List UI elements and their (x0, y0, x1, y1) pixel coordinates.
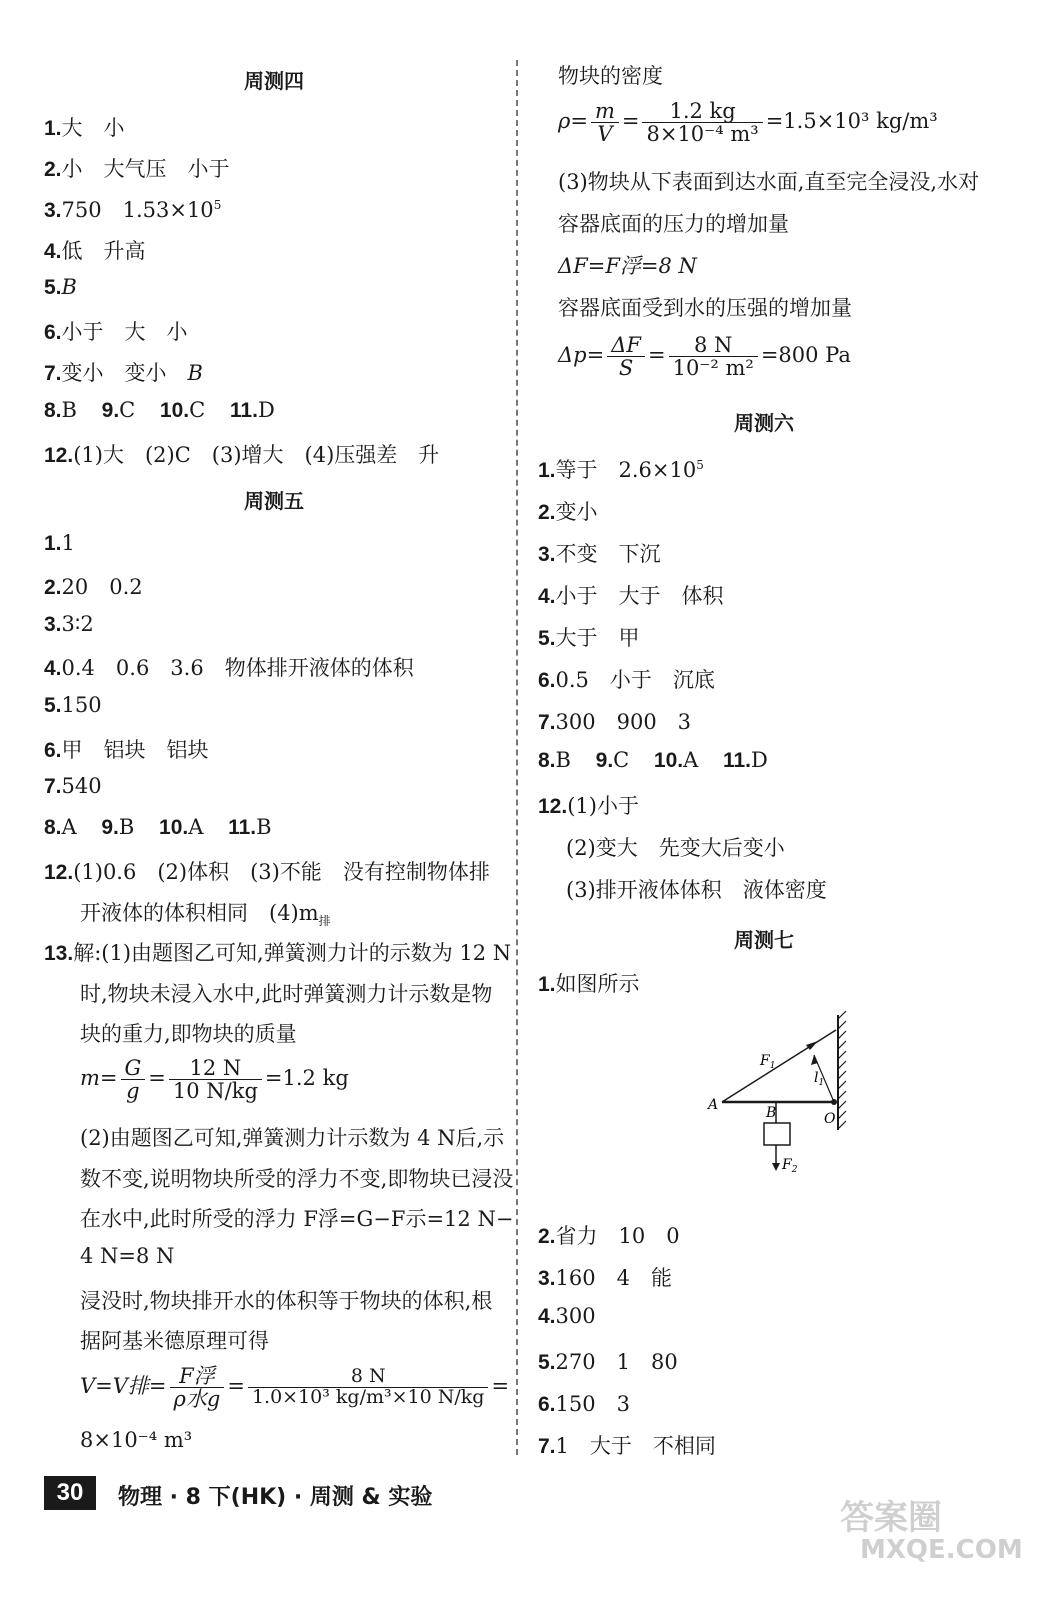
answer-5-13-line1: 13.解:(1)由题图乙可知,弹簧测力计的示数为 12 N (44, 941, 512, 965)
answer-5-13-line6: 在水中,此时所受的浮力 F浮=G−F示=12 N− (80, 1207, 514, 1231)
answer-6-2: 2.变小 (538, 500, 598, 524)
volume-formula: V=V排= $\frac{\text{F浮}}{\text{ρ水g}}$ = $\frac{8 N}{\text{1.0×10³ kg/m³×10 N/kg}}$ = (80, 1364, 510, 1412)
answer-4-1: 1.大 小 (44, 116, 125, 140)
answer-5-2: 2.20 0.2 (44, 575, 143, 599)
wall-hatching (838, 1011, 846, 1129)
l1-arrowhead (811, 1055, 818, 1065)
answer-6-3: 3.不变 下沉 (538, 542, 661, 566)
pressure-formula: Δp= $\frac{\Delta F}{S}$ = $\frac{8 N}{\text{10⁻² m²}}$ =800 Pa (558, 333, 851, 381)
answer-5-1: 1.1 (44, 531, 75, 555)
label-a: A (708, 1097, 719, 1113)
page-number: 30 (44, 1476, 96, 1510)
answer-5-12: 12.(1)0.6 (2)体积 (3)不能 没有控制物体排 (44, 860, 490, 884)
answer-5-13-line5: 数不变,说明物块所受的浮力不变,即物块已浸没 (80, 1167, 514, 1191)
f2-arrowhead (772, 1163, 780, 1171)
answer-6-12-part2: (2)变大 先变大后变小 (566, 836, 785, 860)
label-b: B (766, 1105, 777, 1121)
pivot-o (831, 1099, 837, 1105)
answer-5-13-line7: 4 N=8 N (80, 1244, 175, 1268)
density-formula: ρ= $\frac{m}{V}$ = $\frac{1.2 kg}{\text{8×10⁻⁴ m³}}$ =1.5×10³ kg/m³ (558, 99, 938, 147)
lever-diagram (700, 1005, 860, 1185)
watermark-url: MXQE.COM (860, 1535, 1023, 1565)
answer-6-6: 6.0.5 小于 沉底 (538, 668, 715, 692)
force-increase-formula: ΔF=F浮=8 N (558, 254, 697, 278)
weight-block (764, 1123, 790, 1145)
answer-4-4: 4.低 升高 (44, 239, 146, 263)
answer-4-2: 2.小 大气压 小于 (44, 157, 230, 181)
density-label: 物块的密度 (558, 64, 663, 88)
section-heading-4: 周测四 (244, 69, 304, 93)
answer-5-13-line9: 据阿基米德原理可得 (80, 1329, 269, 1353)
answer-6-7: 7.300 900 3 (538, 710, 692, 734)
answer-5-4: 4.0.4 0.6 3.6 物体排开液体的体积 (44, 656, 414, 680)
answer-4-5: 5.B (44, 275, 77, 299)
answer-5-7: 7.540 (44, 774, 102, 798)
answer-6-1: 1.等于 $2.6\times 10^5$ (538, 458, 704, 482)
footer-book-title: 物理 · 8 下(HK) · 周测 & 实验 (118, 1485, 433, 1510)
answer-6-12-part3: (3)排开液体体积 液体密度 (566, 878, 827, 902)
answer-5-6: 6.甲 铝块 铝块 (44, 738, 209, 762)
answer-7-1: 1.如图所示 (538, 972, 640, 996)
answer-5-13-line2: 时,物块未浸入水中,此时弹簧测力计示数是物 (80, 982, 493, 1006)
answer-7-7: 7.1 大于 不相同 (538, 1434, 716, 1458)
column-divider (516, 60, 518, 1455)
label-f2: $F_2$ (782, 1157, 798, 1175)
answer-7-2: 2.省力 10 0 (538, 1224, 680, 1248)
answer-4-3: 3.750 $1.53\times 10^5$ (44, 198, 222, 222)
answer-5-13-line8: 浸没时,物块排开水的体积等于物块的体积,根 (80, 1289, 493, 1313)
answer-6-8-11: 8.B 9.C 10.A 11.D (538, 748, 768, 772)
answer-4-7: 7.变小 变小 B (44, 361, 203, 385)
answer-4-12: 12.(1)大 (2)C (3)增大 (4)压强差 升 (44, 443, 440, 467)
answer-6-4: 4.小于 大于 体积 (538, 584, 724, 608)
answer-7-4: 4.300 (538, 1304, 596, 1328)
answer-6-5: 5.大于 甲 (538, 626, 640, 650)
mass-formula: m= $\frac{G}{g}$ = $\frac{12 N}{10 N/kg}$ =1.2 kg (80, 1056, 349, 1104)
answer-5-13-line4: (2)由题图乙可知,弹簧测力计示数为 4 N后,示 (80, 1126, 505, 1150)
answer-7-5: 5.270 1 80 (538, 1350, 678, 1374)
answer-5-12-cont: 开液体的体积相同 $(4)m_排$ (80, 901, 331, 929)
answer-5-3: 3.3∶2 (44, 612, 94, 636)
answer-4-6: 6.小于 大 小 (44, 320, 188, 344)
answer-5-13-part3-line1: (3)物块从下表面到达水面,直至完全浸没,水对 (558, 170, 980, 194)
answer-7-6: 6.150 3 (538, 1392, 630, 1416)
answer-5-13-result: 8×10⁻⁴ m³ (80, 1428, 193, 1452)
section-heading-5: 周测五 (244, 489, 304, 513)
answer-6-12: 12.(1)小于 (538, 794, 639, 818)
section-heading-7: 周测七 (734, 928, 794, 952)
answer-5-5: 5.150 (44, 693, 102, 717)
answer-5-13-line3: 块的重力,即物块的质量 (80, 1022, 297, 1046)
label-f1: $F_1$ (760, 1053, 776, 1071)
label-o: O (824, 1111, 836, 1127)
label-l1: $l_1$ (814, 1070, 825, 1088)
section-heading-6: 周测六 (734, 411, 794, 435)
answer-5-8-11: 8.A 9.B 10.A 11.B (44, 815, 272, 839)
answer-5-13-part3-line2: 容器底面的压力的增加量 (558, 212, 789, 236)
answer-7-3: 3.160 4 能 (538, 1266, 672, 1290)
answer-5-13-part3-line3: 容器底面受到水的压强的增加量 (558, 296, 852, 320)
answer-4-8-11: 8.B 9.C 10.C 11.D (44, 398, 275, 422)
watermark-logo: 答案圈 (840, 1498, 942, 1538)
